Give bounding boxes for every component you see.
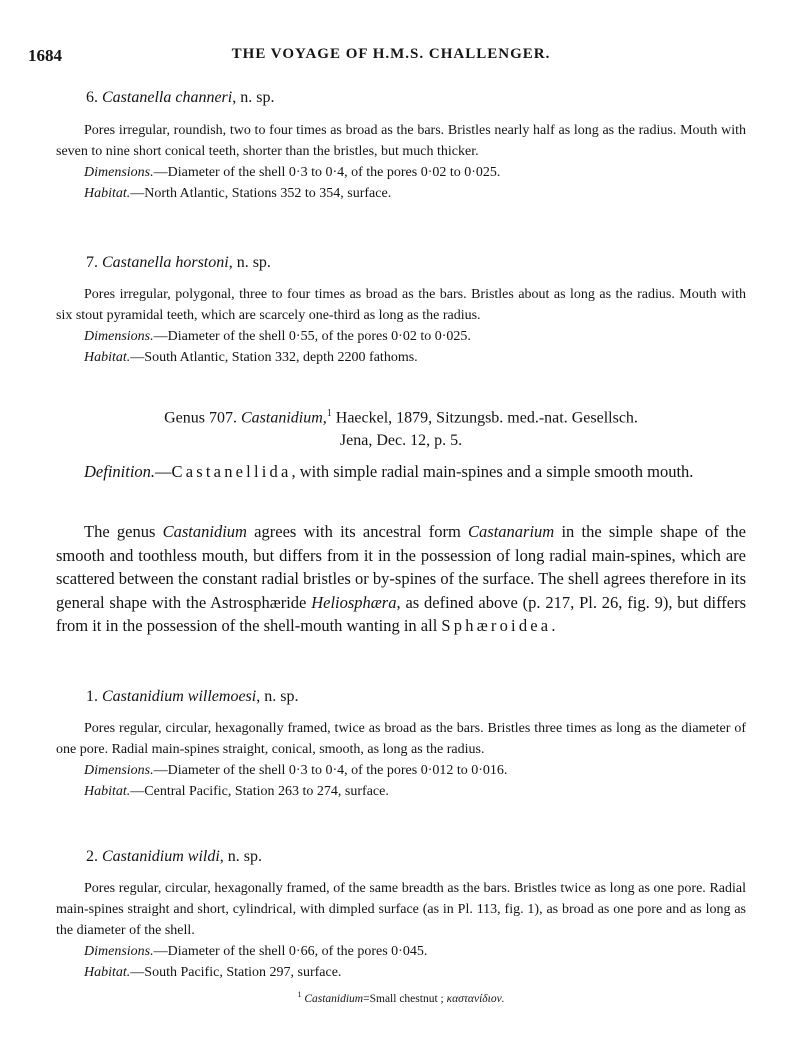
species-c2-heading: 2. Castanidium wildi, n. sp. <box>86 848 263 865</box>
species-6-name: Castanella channeri <box>102 89 233 106</box>
species-7-description: Pores irregular, polygonal, three to four times as broad as the bars. Bristles about as long as the radius. Mouth with six stout pyramidal teeth, which are scarcely one-third as long as the radius. <box>56 287 746 323</box>
species-6-description: Pores irregular, roundish, two to four times as broad as the bars. Bristles nearly half as long as the radius. Mouth with seven to nine short conical teeth, shorter than the bristles, but much thicker. <box>56 123 746 159</box>
species-7-dimensions: Dimensions.—Diameter of the shell 0·55, of the pores 0·02 to 0·025. <box>84 329 471 344</box>
species-c1-dimensions: Dimensions.—Diameter of the shell 0·3 to 0·4, of the pores 0·012 to 0·016. <box>84 763 508 778</box>
species-c1-name: Castanidium willemoesi <box>102 688 257 705</box>
genus-heading: Genus 707. Castanidium,$^1$ Haeckel, 1879, Sitzungsb. med.-nat. Gesellsch. Jena, Dec. 12, p. 5. <box>56 402 746 452</box>
genus-paragraph: The genus Castanidium agrees with its ancestral form Castanarium in the simple shape of the smooth and toothless mouth, but differs from it in the possession of long radial main-spines, which are scattered between the constant radial bristles or by-spines of the surface. The shell agrees therefore in its general shape with the Astrosphæride Heliosphæra, as defined above (p. 217, Pl. 26, fig. 9), but differs from it in the possession of the shell-mouth wanting in all Sphæroidea. <box>56 522 747 635</box>
species-c1-description: Pores regular, circular, hexagonally framed, twice as broad as the bars. Bristles three times as long as the diameter of one pore. Radial main-spines straight, conical, smooth, as long as the radius. <box>56 721 746 757</box>
species-7-name: Castanella horstoni <box>102 254 229 271</box>
species-c2-body <box>56 878 746 983</box>
species-6-habitat: Habitat.—North Atlantic, Stations 352 to 354, surface. <box>84 186 392 201</box>
species-c1-heading: 1. Castanidium willemoesi, n. sp. <box>86 688 299 705</box>
species-7-body <box>56 284 746 368</box>
species-c1-habitat: Habitat.—Central Pacific, Station 263 to 274, surface. <box>84 784 389 799</box>
genus-citation: Jena, Dec. 12, p. 5. <box>339 432 463 450</box>
species-c2-habitat: Habitat.—South Pacific, Station 297, surface. <box>84 965 342 980</box>
page-number: 1684 <box>28 46 62 65</box>
page-header <box>28 46 754 70</box>
running-title: THE VOYAGE OF H.M.S. CHALLENGER. <box>231 46 551 62</box>
species-6-heading: 6. Castanella channeri, n. sp. <box>86 89 275 106</box>
species-c1-body <box>56 718 746 802</box>
genus-name: Castanidium, <box>240 409 327 427</box>
species-c2-dimensions: Dimensions.—Diameter of the shell 0·66, of the pores 0·045. <box>84 944 428 959</box>
species-6-dimensions: Dimensions.—Diameter of the shell 0·3 to 0·4, of the pores 0·02 to 0·025. <box>84 165 501 180</box>
species-6-body <box>56 120 746 204</box>
footnote: $^1$ Castanidium=Small chestnut ; καστανίδιον. <box>297 990 505 1005</box>
species-c2-description: Pores regular, circular, hexagonally framed, of the same breadth as the bars. Bristles twice as long as one pore. Radial main-spines straight and short, cylindrical, with dimpled surface (as in Pl. 113, fig. 1), as broad as one pore and as long as the diameter of the shell. <box>56 881 746 938</box>
species-c2-name: Castanidium wildi <box>102 848 220 865</box>
species-7-heading: 7. Castanella horstoni, n. sp. <box>86 254 271 271</box>
species-7-habitat: Habitat.—South Atlantic, Station 332, depth 2200 fathoms. <box>84 350 418 365</box>
genus-definition: Definition.—Castanellida, with simple radial main-spines and a simple smooth mouth. <box>84 462 694 481</box>
